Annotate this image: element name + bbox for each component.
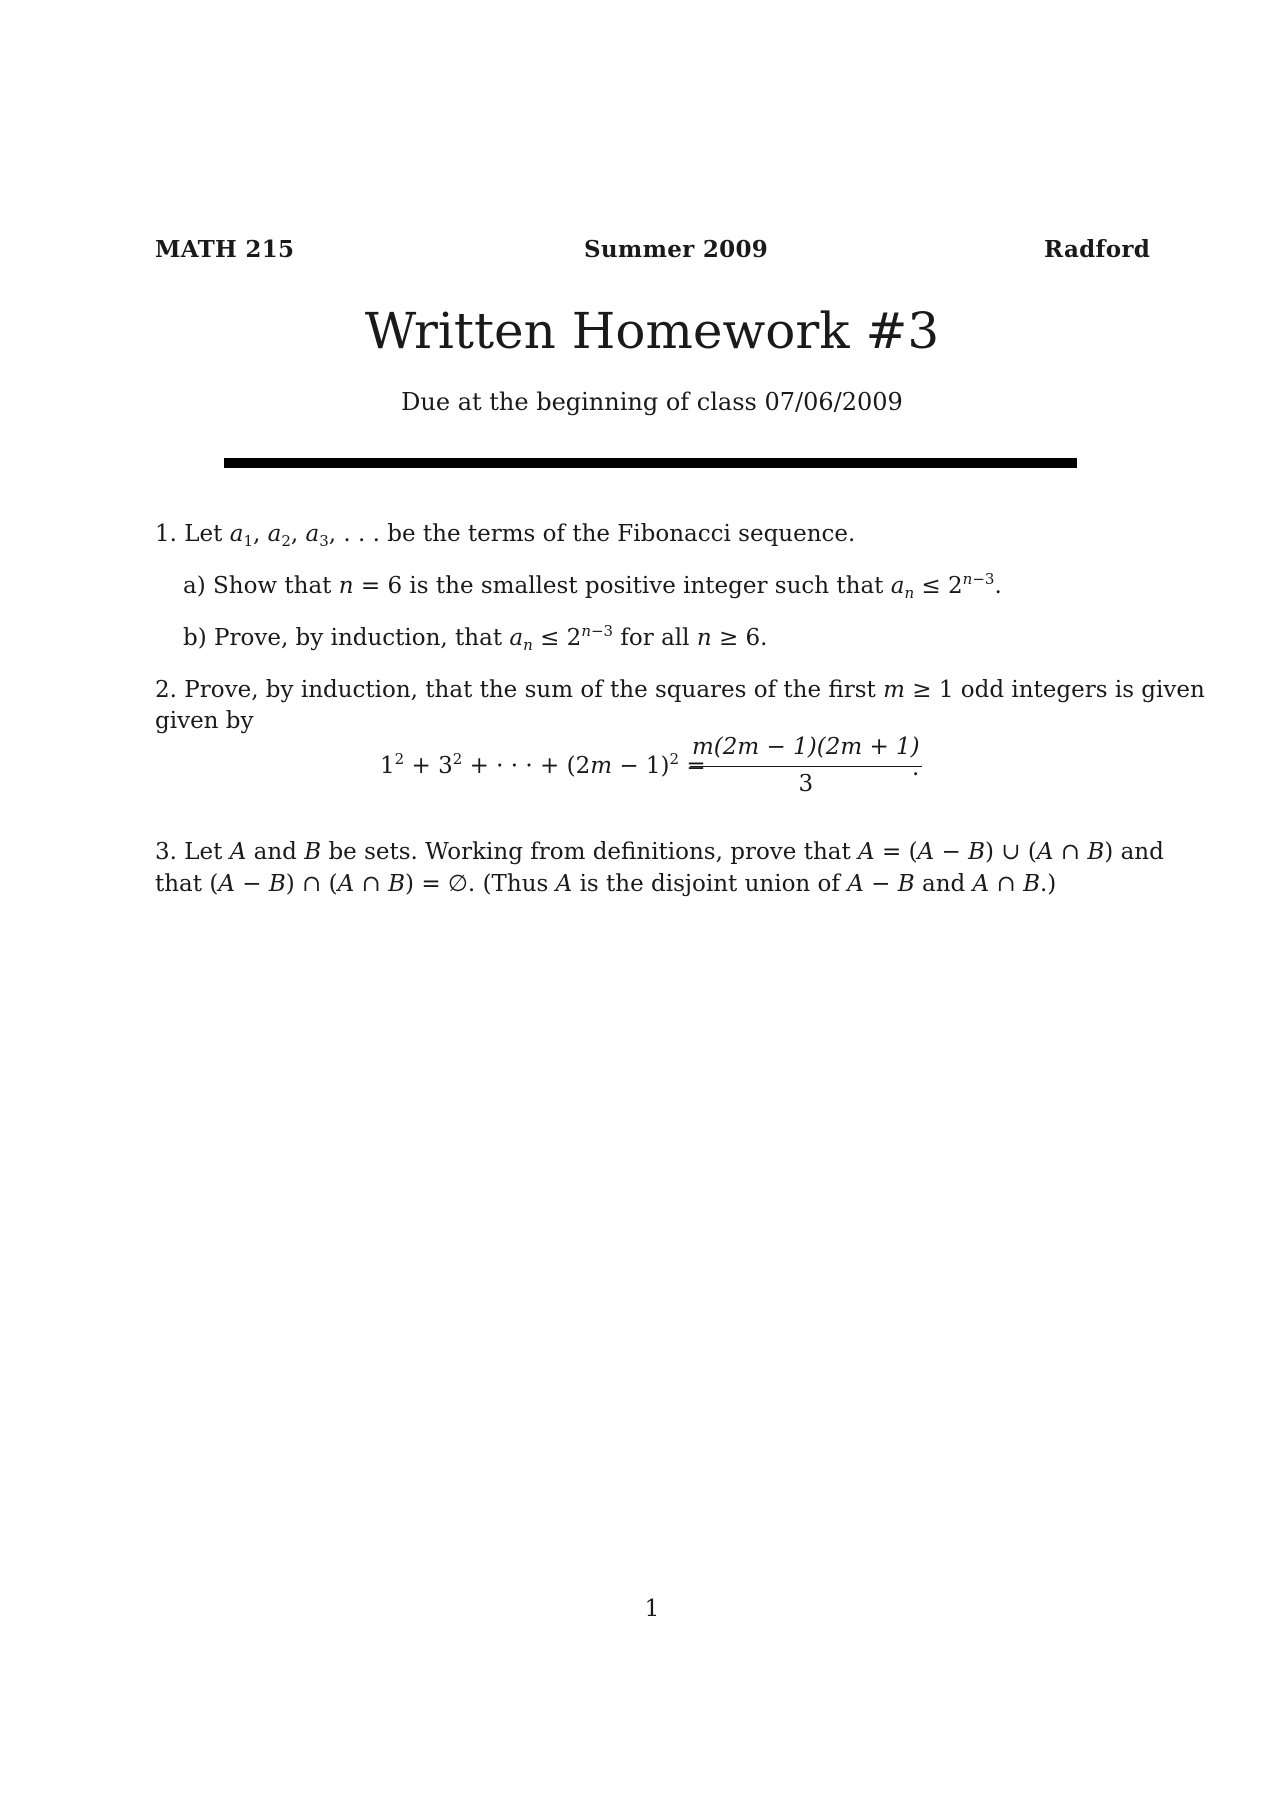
title-rule [224,458,1077,468]
instructor-label: Radford [1044,236,1151,263]
problem-2-line2: given by [155,708,254,734]
due-date: Due at the beginning of class 07/06/2009 [401,388,903,416]
equation-period: . [912,755,920,781]
problem-3-line1: 3. Let A and B be sets. Working from definitions, prove that A = (A − B) ∪ (A ∩ B) and [155,839,1164,865]
problem-1b: b) Prove, by induction, that $a_n \le 2^{n-3}$ for all n ≥ 6. [183,622,768,654]
problem-2-line1: 2. Prove, by induction, that the sum of the squares of the first m ≥ 1 odd integers is given [155,677,1205,703]
course-label: MATH 215 [155,236,295,263]
page-number: 1 [644,1596,660,1622]
problem-3-line2: that (A − B) ∩ (A ∩ B) = ∅. (Thus A is the disjoint union of A − B and A ∩ B.) [155,871,1057,897]
fraction-numerator: m(2m − 1)(2m + 1) [690,732,922,767]
problem-1: 1. Let $a_1$, $a_2$, $a_3$, . . . be the terms of the Fibonacci sequence. [155,521,856,550]
equation-lhs: $1^2 + 3^2$ + · · · + $(2m - 1)^2$ = [380,750,706,779]
problem-1a: a) Show that n = 6 is the smallest positive integer such that $a_n \le 2^{n-3}$. [183,570,1002,602]
equation-fraction [690,732,922,799]
page-title: Written Homework #3 [364,302,940,360]
term-label: Summer 2009 [584,236,769,263]
fraction-denominator: 3 [798,771,814,797]
